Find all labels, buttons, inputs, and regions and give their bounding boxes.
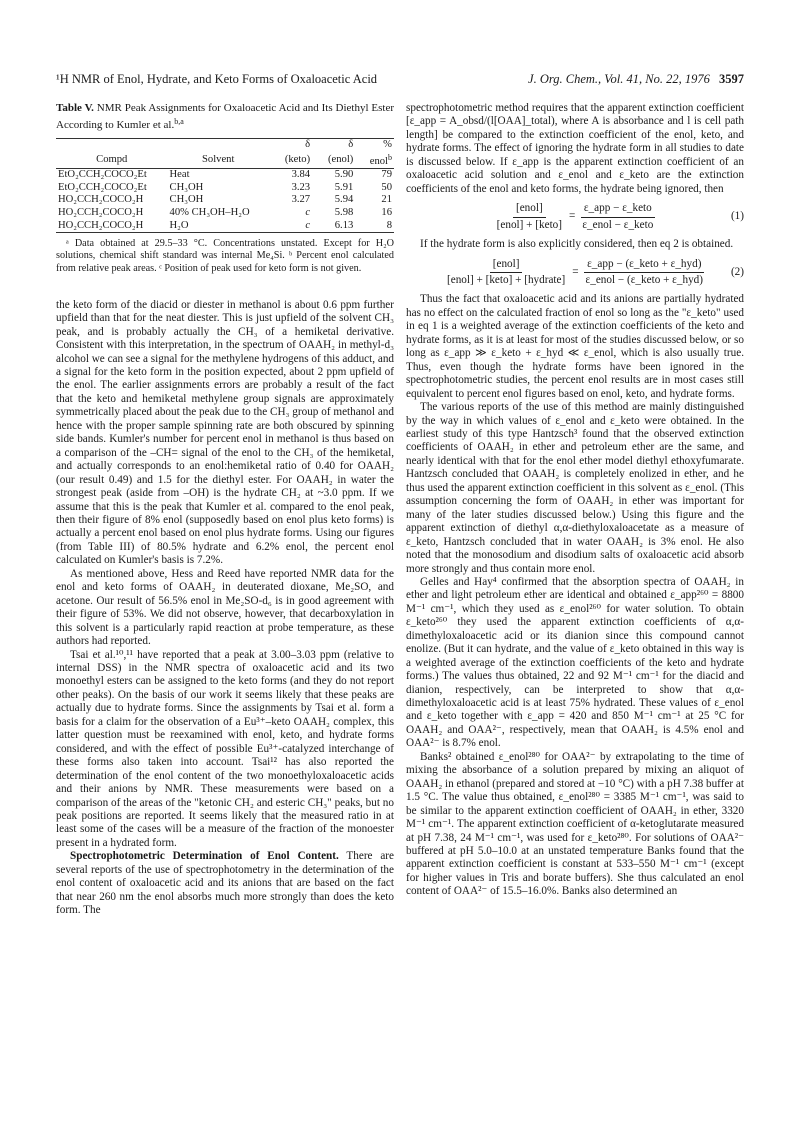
equation-number: (2) (730, 265, 744, 278)
col-keto: (keto) (284, 153, 311, 165)
table-row: EtO₂CCH₂COCO₂Et CH₃OH 3.23 5.91 50 (58, 181, 392, 193)
page-number: 3597 (719, 72, 744, 86)
col-top-enol: δ (348, 139, 354, 150)
paragraph: Banks² obtained ε_enol²⁸⁰ for OAA²⁻ by extrapolating to the time of mixing the absorbance of a solution prepared by mixing an aliquot of OAAH₂ in ethanol (prepared and stored at −10 °C) with a pH 7.38 buffer at 1.5 °C. The value thus obtained, ε_enol²⁸⁰ = 3385 M⁻¹ cm⁻¹, was said to be similar to the apparent extinction coefficient of OAAH₂ in ether, 3320 M⁻¹ cm⁻¹. The apparent extinction coefficient of α-ketoglutarate measured at pH 7.38, 24 M⁻¹ cm⁻¹, was used for ε_keto²⁸⁰. For solutions of OAA²⁻ buffered at pH 5.0–10.0 at an unstated temperature Banks found that the apparent extinction coefficient is constant at 533–550 M⁻¹ cm⁻¹ (except for higher values in Tris and borate buffers). She thus calculated an enol content of OAA²⁻ of 15.5–16.0%. Banks also determined an (406, 750, 744, 898)
left-column (56, 102, 394, 918)
paragraph: spectrophotometric method requires that the apparent extinction coefficient [ε_app = A_obsd/(l[OAA]_total), where A is absorbance and l is cell path length] be compared to the extinction coefficient of the enol, keto, and hydrate forms. The effect of ignoring the hydrate form in all studies to date is discussed below. If ε_app is the apparent extinction coefficient of an oxaloacetic acid solution and ε_enol and ε_keto are the extinction coefficients of the enol and keto forms, the hydrate being ignored, then (406, 102, 744, 195)
paragraph: As mentioned above, Hess and Reed have reported NMR data for the enol and keto forms of OAAH₂ in deuterated dioxane, Me₂SO, and acetone. Our result of 56.5% enol in Me₂SO-d₆ is in good agreement with their figure of 53%. We did not observe, however, that decarboxylation in this solvent is a particularly rapid reaction at probe temperature, as these authors had reported. (56, 567, 394, 648)
section-heading: Spectrophotometric Determination of Enol Content. (70, 850, 339, 863)
table-row: EtO₂CCH₂COCO₂Et Heat 3.84 5.90 79 (58, 169, 392, 181)
table-row: HO₂CCH₂COCO₂H CH₃OH 3.27 5.94 21 (58, 194, 392, 206)
equation-2: $\frac{\text{[enol]}}{\text{[enol] + [keto] + [hydrate]}}$ = $\frac{\text{ε\_app − (ε\_keto + ε\_hyd)}}{\text{ε\_enol − (ε\_keto + ε\_hyd)}}$ (2) (447, 257, 744, 286)
col-enol: (enol) (328, 153, 354, 165)
col-pct-enol: enol$^b$ (369, 152, 392, 167)
section-paragraph (56, 850, 394, 917)
paragraph: Thus the fact that oxaloacetic acid and its anions are partially hydrated has no effect on the calculated fraction of enol so long as the "ε_keto" used in eq 1 is a weighted average of the extinction coefficients of the keto and hydrate forms, as it is at least for most of the studies discussed below, or so long as ε_app ≫ ε_keto + ε_hyd ≪ ε_enol, which is also usually true. Thus, even though the hydrate forms have been ignored in the spectrophotometric studies, the percent enol results are in most cases still equivalent to percent enol figures based on enol, keto, and hydrate forms. (406, 293, 744, 400)
paragraph: Tsai et al.¹⁰,¹¹ have reported that a peak at 3.00–3.03 ppm (relative to internal DSS) in the NMR spectra of oxaloacetic acid and its two monoethyl esters can be assigned to the keto forms (and they do not report other peaks). On the basis of our work it seems likely that these peaks are actually due to hydrate forms. Since the assignments by Tsai et al. form a basis for a claim for the observation of a Eu³⁺–keto OAAH₂ complex, this latter question must be reexamined with enol, keto, and hydrate forms considered, and with the effect of possible Eu³⁺-catalyzed interchange of these forms also taken into account. Tsai¹² has also reported the determination of the enol content of the two monoethyloxaloacetic acids and their anions by NMR. These measurements were based on a comparison of the areas of the "ketonic CH₂ and esteric CH₃" peaks, but no peak positions are reported. It seems likely that the measured ratio in at least some of the cases will be a measure of the fraction of the monoester present in a hydrated form. (56, 648, 394, 849)
right-column (406, 102, 744, 899)
equation-1: $\frac{\text{[enol]}}{\text{[enol] + [keto]}}$ = $\frac{\text{ε\_app − ε\_keto}}{\text{ε\_enol − ε\_keto}}$ (1) (496, 202, 744, 231)
running-title: ¹H NMR of Enol, Hydrate, and Keto Forms of Oxaloacetic Acid (56, 72, 378, 86)
nmr-peak-table (56, 138, 394, 233)
col-top-pct: % (383, 139, 392, 150)
paragraph: If the hydrate form is also explicitly considered, then eq 2 is obtained. (420, 238, 734, 251)
table-row: HO₂CCH₂COCO₂H 40% CH₃OH–H₂O c 5.98 16 (58, 206, 392, 218)
table-row: HO₂CCH₂COCO₂H H₂O c 6.13 8 (56, 220, 394, 233)
paragraph: The various reports of the use of this method are mainly distinguished by the way in which values of ε_enol and ε_keto were obtained. In the earliest study of this type Hantzsch³ found that the observed extinction coefficients of OAAH₂ in ether and petroleum ether are the same, and nearly identical with that for the enol ether model diethyl ethoxyfumarate. Hantzsch concluded that OAAH₂ is completely enolized in ether, and he thus used the apparent extinction coefficient in this solvent as ε_enol. (This assumption concerning the form of OAAH₂ in ether was important for many of the later studies discussed below.) Using this figure and the apparent extinction of diethyl α,α-diethyloxaloacetate as a measure of ε_keto, Hantzsch concluded that in water OAAH₂ is 3% enol. He also noted that the monosodium and disodium salts of oxaloacetic acid absorb more strongly and thus contain more enol. (406, 401, 744, 575)
journal-name: J. Org. Chem., Vol. 41, No. 22, 1976 (528, 72, 710, 86)
section-text: There are several reports of the use of spectrophotometry in the determination of the enol content of oxaloacetic acid and its anions that are based on the fact that near 260 nm the enol absorbs much more strongly than does the keto form. The (56, 850, 394, 917)
running-head (56, 72, 744, 88)
col-solvent: Solvent (202, 153, 235, 165)
table-caption-marks: b,a (174, 117, 184, 126)
col-top-keto: δ (305, 139, 311, 150)
paragraph: the keto form of the diacid or diester in methanol is about 0.6 ppm further upfield than that for the neat diester. This is just upfield of the solvent CH₃ peak, and is probably actually the CH₃ of a hemiketal derivative. Consistent with this interpretation, in the spectrum of OAAH₂ in methyl-d₃ alcohol we can see a signal for the methylene hydrogens of this adduct, and a signal for the keto form in the position expected, about 2 ppm upfield of the enol. The earlier assignments errors are probably a result of the fact that the keto and hemiketal methylene group signals are approximately symmetrically placed about the peak due to the CH₃ group of methanol and hence with the proper sample spinning rate are both obscured by spinning side bands. Kumler's number for percent enol in methanol is thus based on a comparison of the –CH= signal of the enol to the CH₃ of the hemiketal, and actually corresponds to an enol:hemiketal ratio of 0.40 for OAAH₂ (our result 0.49) and 1.5 for the diethyl ester. For OAAH₂ in water the strongest peak (aside from –OH) is the hydrate CH₂ at ~3.0 ppm. If we assume that this is the peak that Kumler et al. compared to the enol peak, then their figure of 8% enol (supposedly based on enol plus keto forms) is actually a percent enol based on enol plus hydrate forms. Using our figures (from Table III) of 80.5% hydrate and 6.2% enol, the percent enol calculated on Kumler's basis is 7.2%. (56, 298, 395, 567)
table-footnotes: ᵃ Data obtained at 29.5–33 °C. Concentrations unstated. Except for H₂O solutions, chemical shift standard was internal Me₄Si. ᵇ Percent enol calculated from relative peak areas. ᶜ Position of peak used for keto form is not given. (56, 238, 394, 274)
equation-number: (1) (730, 210, 744, 223)
paragraph: Gelles and Hay⁴ confirmed that the absorption spectra of OAAH₂ in ether and light petroleum ether are identical and obtained ε_app²⁶⁰ = 8800 M⁻¹ cm⁻¹, which they used as ε_enol²⁶⁰ for water solution. To obtain ε_keto²⁶⁰ they used the apparent extinction coefficients of α,α-dimethyloxaloacetic acid or its dianion since this compound cannot enolize. (But it can hydrate, and the value of ε_keto obtained in this way is a weighted average of the extinction coefficients of the keto and hydrate forms.) The values thus obtained, 22 and 92 M⁻¹ cm⁻¹ for the diacid and dianion, respectively, can be interpreted to show that α,α-dimethyloxaloacetic acid is at least 75% hydrated. These values of ε_enol and ε_keto together with ε_app = 420 and 850 M⁻¹ cm⁻¹ at 25 °C for OAAH₂ and OAA²⁻, respectively, mean that OAAH₂ is 4.5% enol and OAA²⁻ is 8.7% enol. (406, 575, 744, 750)
col-compd: Compd (96, 153, 128, 165)
journal-citation (528, 72, 744, 87)
table-title: NMR Peak Assignments for Oxaloacetic Acid and Its Diethyl Ester According to Kumler et al. (56, 102, 395, 131)
table-caption (56, 102, 394, 132)
table-label: Table V. (56, 102, 94, 114)
